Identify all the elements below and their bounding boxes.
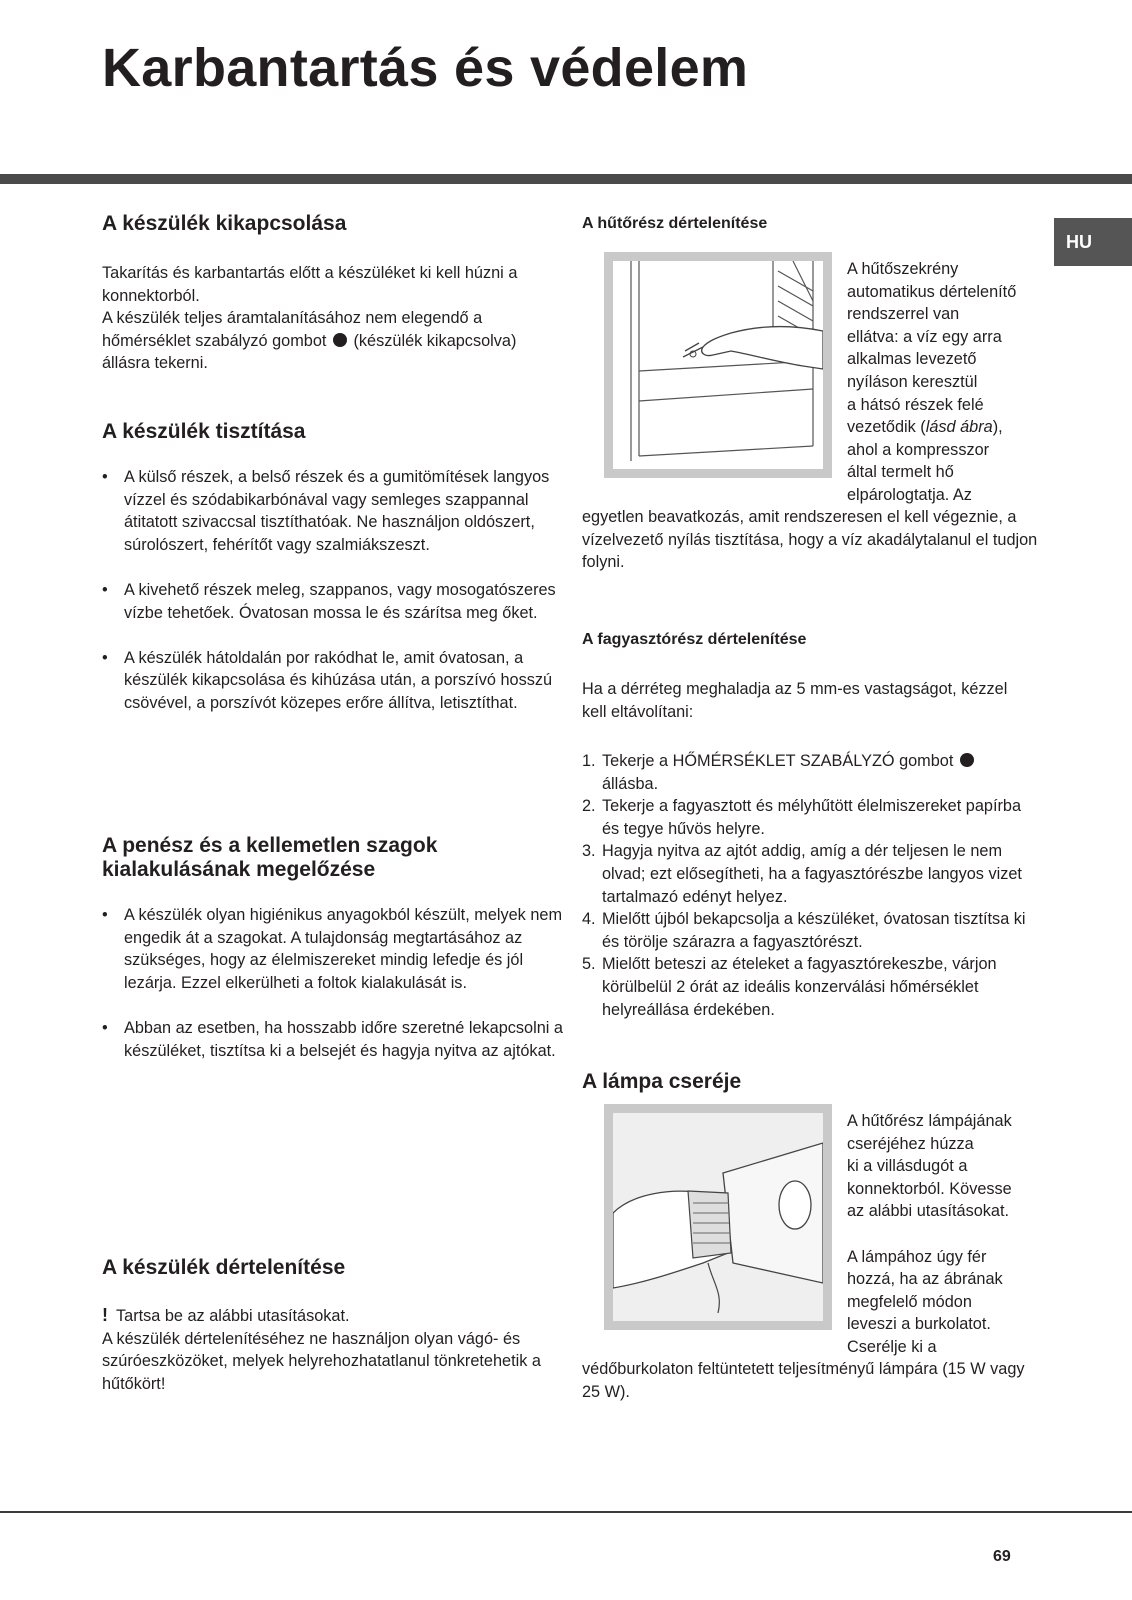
spacer bbox=[847, 1223, 1047, 1246]
text-line: hozzá, ha az ábrának bbox=[847, 1270, 1003, 1289]
mould-list-container bbox=[102, 904, 564, 1062]
text-line: ellátva: a víz egy arra bbox=[847, 327, 1002, 346]
list-item: • A készülék olyan higiénikus anyagokból készült, melyek nem engedik át a szagokat. A tulajdonság megtartásához az szükséges, hogy az élelmiszereket mindig lefedje és jól lezárja. Ezzel elkerülheti a foltok kialakulását is. bbox=[102, 904, 564, 994]
section-heading-fridge-defrost: A hűtőrész dértelenítése bbox=[582, 215, 768, 232]
fridge-interior-illustration bbox=[613, 261, 823, 469]
list-item: 5. Mielőtt beteszi az ételeket a fagyasztórekeszbe, várjon körülbelül 2 órát az ideális konzerválási hőmérséklet helyreállása érdekében. bbox=[582, 955, 997, 1019]
section-heading-defrost: A készülék dértelenítése bbox=[102, 1256, 346, 1279]
freezer-step-list bbox=[582, 750, 1032, 1021]
list-item: • Abban az esetben, ha hosszabb időre szeretné lekapcsolni a készüléket, tisztítsa ki a belsejét és hagyja nyitva az ajtókat. bbox=[102, 1017, 564, 1062]
freezer-intro: Ha a dérréteg meghaladja az 5 mm-es vastagságot, kézzel kell eltávolítani: bbox=[582, 680, 1008, 721]
off-position-dot-icon bbox=[960, 753, 974, 767]
section-heading-mould: A penész és a kellemetlen szagok kialakulásának megelőzése bbox=[102, 834, 438, 881]
text-line: alkalmas levezető bbox=[847, 350, 977, 369]
list-item: 3. Hagyja nyitva az ajtót addig, amíg a dér teljesen le nem olvad; ezt elősegítheti, ha a fagyasztórészbe langyos vizet tartalmazó edényt helyez. bbox=[582, 842, 1022, 906]
defrost-text bbox=[102, 1304, 564, 1395]
header-divider bbox=[0, 174, 1132, 184]
lamp-cover-illustration bbox=[613, 1113, 823, 1321]
list-item: • A készülék hátoldalán por rakódhat le, amit óvatosan, a készülék kikapcsolása és kihúzása után, a porszívó hosszú csövével, a porszívót közepes erőre állítva, letisztíthat. bbox=[102, 647, 564, 715]
text-line: vezetődik (lásd ábra), bbox=[847, 418, 1003, 437]
lamp-side-text bbox=[847, 1110, 1047, 1359]
defrost-warning-text: A készülék dértelenítéséhez ne használjon olyan vágó- és szúróeszközöket, melyek helyrehozhatatlanul tönkretehetik a hűtőkört! bbox=[102, 1329, 541, 1393]
language-tab: HU bbox=[1054, 218, 1132, 266]
page-number: 69 bbox=[993, 1548, 1011, 1565]
text-line: rendszerrel van bbox=[847, 305, 960, 324]
text-line: Cserélje ki a bbox=[847, 1337, 937, 1356]
section-heading-switch-off: A készülék kikapcsolása bbox=[102, 212, 347, 235]
text-line: által termelt hő bbox=[847, 463, 954, 482]
warning-icon: ! bbox=[102, 1305, 108, 1325]
lamp-continuation: védőburkolaton feltüntetett teljesítményű lámpára (15 W vagy 25 W). bbox=[582, 1360, 1025, 1401]
fridge-defrost-figure bbox=[604, 252, 832, 478]
text-line: ahol a kompresszor bbox=[847, 440, 990, 459]
fridge-defrost-continuation: egyetlen beavatkozás, amit rendszeresen el kell végeznie, a vízelvezető nyílás tisztítása, hogy a víz akadálytalanul el tudjon folyni. bbox=[582, 508, 1038, 572]
list-item: • A kivehető részek meleg, szappanos, vagy mosogatószeres vízbe tehetőek. Óvatosan mossa le és szárítsa meg őket. bbox=[102, 579, 564, 624]
switch-off-line-2: A készülék teljes áramtalanításához nem elegendő a hőmérséklet szabályzó gombot (készülék kikapcsolva) állásra tekerni. bbox=[102, 309, 517, 373]
text-line: automatikus dértelenítő bbox=[847, 282, 1017, 301]
text-line: A hűtőrész lámpájának bbox=[847, 1112, 1012, 1130]
text-line: az alábbi utasításokat. bbox=[847, 1202, 1010, 1221]
cleaning-list-container bbox=[102, 466, 564, 715]
switch-off-text bbox=[102, 262, 564, 375]
list-item: • A külső részek, a belső részek és a gumitömítések langyos vízzel és szódabikarbónával vagy semleges szappannal átitatott szivaccsal tisztíthatóak. Ne használjon oldószert, súrolószert, fehérítőt vagy szalmiákszeszt. bbox=[102, 466, 564, 556]
text-line: ki a villásdugót a bbox=[847, 1157, 968, 1176]
text-line: elpárologtatja. Az bbox=[847, 485, 972, 504]
section-heading-lamp: A lámpa cseréje bbox=[582, 1070, 742, 1093]
page-title: Karbantartás és védelem bbox=[102, 38, 749, 98]
fridge-defrost-side-text bbox=[847, 258, 1047, 507]
text-line: a hátsó részek felé bbox=[847, 395, 984, 414]
text-line: megfelelő módon bbox=[847, 1292, 972, 1311]
cleaning-list bbox=[102, 466, 564, 715]
section-heading-cleaning: A készülék tisztítása bbox=[102, 420, 306, 443]
footer-divider bbox=[0, 1511, 1132, 1513]
switch-off-line-1: Takarítás és karbantartás előtt a készüléket ki kell húzni a konnektorból. bbox=[102, 264, 518, 305]
text-line: nyíláson keresztül bbox=[847, 372, 978, 391]
list-item: 1. Tekerje a HŐMÉRSÉKLET SZABÁLYZÓ gombot állásba. bbox=[582, 750, 1032, 795]
section-heading-freezer-defrost: A fagyasztórész dértelenítése bbox=[582, 631, 807, 648]
text-line: A hűtőszekrény bbox=[847, 260, 959, 278]
freezer-steps bbox=[582, 750, 1032, 1021]
list-item: 4. Mielőtt újból bekapcsolja a készüléket, óvatosan tisztítsa ki és törölje szárazra a fagyasztórészt. bbox=[582, 910, 1026, 951]
list-item: 2. Tekerje a fagyasztott és mélyhűtött élelmiszereket papírba és tegye hűvös helyre. bbox=[582, 797, 1021, 838]
text-line: leveszi a burkolatot. bbox=[847, 1315, 991, 1334]
lamp-replacement-figure bbox=[604, 1104, 832, 1330]
text-line: konnektorból. Kövesse bbox=[847, 1179, 1012, 1198]
mould-list bbox=[102, 904, 564, 1062]
warning-line: ! Tartsa be az alábbi utasításokat. bbox=[102, 1305, 350, 1325]
text-line: cseréjéhez húzza bbox=[847, 1134, 974, 1153]
see-figure-reference: lásd ábra bbox=[925, 418, 993, 437]
off-position-dot-icon bbox=[333, 333, 347, 347]
text-line: A lámpához úgy fér bbox=[847, 1247, 987, 1266]
